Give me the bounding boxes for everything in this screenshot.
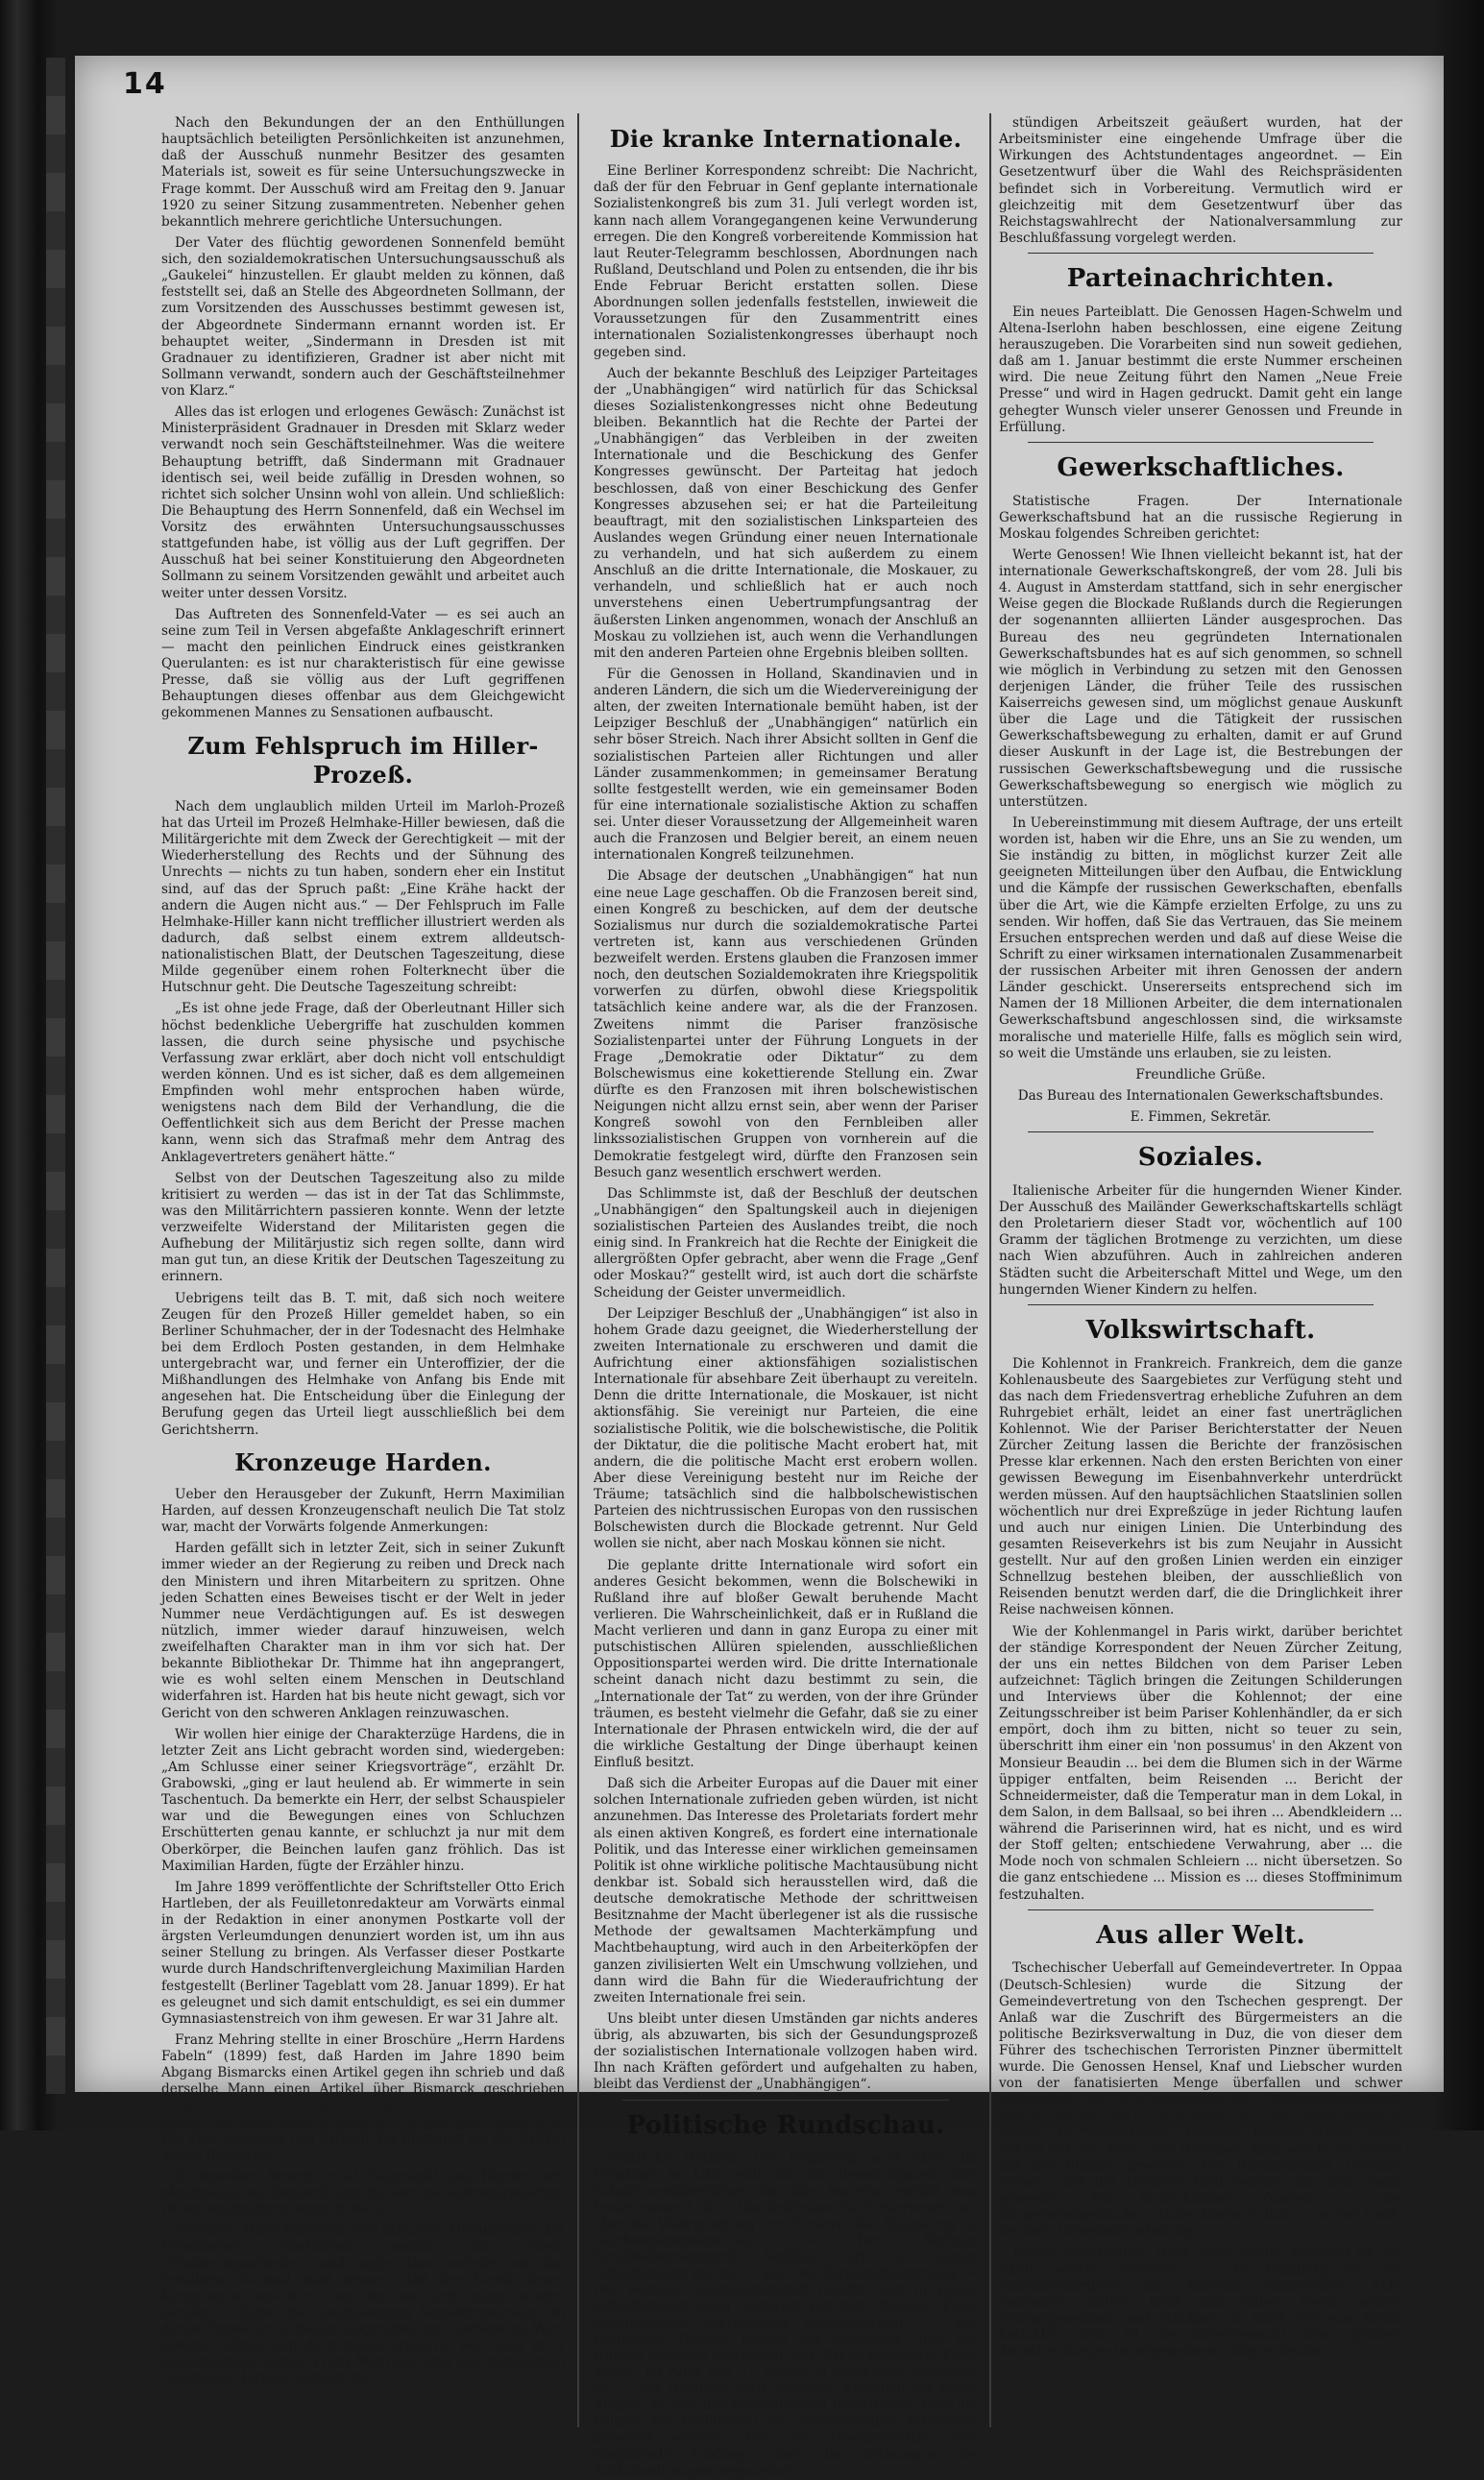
headline-parteinachrichten: Parteinachrichten. bbox=[1066, 264, 1335, 293]
article-paragraph: Selbst von der Deutschen Tageszeitung also zu milde kritisiert zu werden — das ist in der Tat das Schlimmste, was den Militärrichtern passieren konnte. Wenn der letzte verzweifelte Widerstand der Militaristen gegen die Aufhebung der Militärjustiz sich regen sollte, dann wird man gut tun, an diese Kritik der Deutschen Tageszeitung zu erinnern. bbox=[161, 1170, 565, 1285]
article-paragraph: Die geplante dritte Internationale wird sofort ein anderes Gesicht bekommen, wenn die Bolschewiki in Rußland ihre auf bloßer Gewalt beruhende Macht verlieren. Die Wahrscheinlichkeit, daß er in Rußland die Macht verlieren und dann in ganz Europa zu einer mit putschistischen Allüren spielenden, ausschließlichen Oppositionspartei werden wird. Die dritte Internationale scheint danach nicht dazu bestimmt zu sein, die „Internationale der Tat“ zu werden, von der ihre Gründer träumen, es besteht vielmehr die Gefahr, daß sie zu einer Internationale der Phrasen entwickeln wird, die der auf die wirkliche Gestaltung der Dinge überhaupt keinen Einfluß besitzt. bbox=[594, 1557, 978, 1771]
article-paragraph: Ueber den Herausgeber der Zukunft, Herrn Maximilian Harden, auf dessen Kronzeugenschaft neulich Die Tat stolz war, macht der Vorwärts folgende Anmerkungen: bbox=[161, 1486, 565, 1536]
article-paragraph: Franz Mehring stellte in einer Broschüre „Herrn Hardens Fabeln“ (1899) fest, daß Harden im Jahre 1890 beim Abgang Bismarcks einen Artikel gegen ihn schrieb und daß derselbe Mann einen Artikel über Bismarck geschrieben hatte, der von Verehrung und Lobpreisung überfloß, und ihn anonym an einer anderen Stelle aufs ergiebigste verlästerte. Die Zeile zwischen den Artikeln für Bismarck lag der Artikel gegen Bismarck. bbox=[161, 2031, 565, 2163]
section-separator bbox=[1028, 1304, 1374, 1305]
column-left bbox=[161, 115, 565, 2432]
article-paragraph: Ein neues Parteiblatt. Die Genossen Hagen-Schwelm und Altena-Iserlohn haben beschlossen, eine eigene Zeitung herauszugeben. Die Vorarbeiten sind nun soweit gediehen, daß am 1. Januar bestimmt die erste Nummer erscheinen wird. Die neue Zeitung führt den Namen „Neue Freie Presse“ und wird in Hagen gedruckt. Damit geht ein lange gehegter Wunsch vieler unserer Genossen und Freunde in Erfüllung. bbox=[999, 304, 1402, 435]
article-paragraph: Tschechischer Ueberfall auf Gemeindevertreter. In Oppaa (Deutsch-Schlesien) wurde die Sitzung der Gemeindevertretung von den Tschechen gesprengt. Der Anlaß war die Zuschrift des Bürgermeisters an die politische Bezirksverwaltung in Duz, die von dieser dem Führer des tschechischen Terroristen Pinzner übermittelt wurde. Die Genossen Hensel, Knaf und Liebscher wurden von der fanatisierten Menge überfallen und schwer mißhandelt. Im Sitzungszimmer der Gemeindevertretung kam es, als von den tschechischen Zuhörern Radau gemacht wurde, zu Tätlichkeiten. Genosse Hensel erhielt einen Schlag auf den Kopf, dem Genossen Knaf wurde ein Sessel auf den Rücken geworfen. Der Bürgermeister, Genosse Hensel, und der Genosse Knaf wurden aus dem Saale geworfen. Die tschechischen Zuhörer ... das Bürgerschulgebäude ... tschechische Schule ... in eine Groß-Berliner Gemeindevertretung. bbox=[999, 1960, 1402, 2240]
column-rule bbox=[577, 113, 579, 2427]
article-paragraph: Uns bleibt unter diesen Umständen gar nichts anderes übrig, als abzuwarten, bis sich der Gesundungsprozeß der sozialistischen Internationale vollzogen haben wird. Ihn nach Kräften gefördert und aufgehalten zu haben, bleibt das Verdienst der „Unabhängigen“. bbox=[594, 2010, 978, 2093]
article-paragraph: Wie der Kohlenmangel in Paris wirkt, darüber berichtet der ständige Korrespondent der Neuen Zürcher Zeitung, der uns ein nettes Bildchen von dem Pariser Leben aufzeichnet: Täglich bringen die Zeitungen Schilderungen und Interviews über die Kohlennot; der eine Zeitungsschreiber ist beim Pariser Kohlenhändler, da er sich empört, doch ihm zu bitten, nicht so teuer zu sein, überschritt ihm einer ein 'non possumus' in den Akzent von Monsieur Beaudin ... bei dem die Blumen sich in der Wärme üppiger entfalten, beim Reisenden ... Bericht der Schneidermeister, daß die Temperatur man in dem Lokal, in dem Salon, in dem Ballsaal, so bei ihren ... Abendkleidern ... während die Pariserinnen wird, hat es nicht, und es wird der Stoff gelten; entschiedene Verwahrung, aber ... die Mode noch von schmalen Schleiern ... nicht übersetzen. So die ganz entschiedene ... Mission es ... dieses Stoffminimum festzuhalten. bbox=[999, 1623, 1402, 1903]
article-paragraph: Die Absage der deutschen „Unabhängigen“ hat nun eine neue Lage geschaffen. Ob die Franzosen bereit sind, einen Kongreß zu beschicken, auf dem der deutsche Sozialismus nur durch die sozialdemokratische Partei vertreten ist, kann aus verschiedenen Gründen bezweifelt werden. Erstens glauben die Franzosen immer noch, den deutschen Sozialdemokraten ihre Kriegspolitik vorwerfen zu dürfen, obwohl diese Kriegspolitik tatsächlich keine andere war, als die der Franzosen. Zweitens nimmt die Pariser französische Sozialistenpartei unter der Führung Longuets in der Frage „Demokratie oder Diktatur“ zu dem Bolschewismus eine kokettierende Stellung ein. Zwar dürfte es den Franzosen mit ihren bolschewistischen Neigungen nicht allzu ernst sein, aber wenn der Pariser Kongreß sowohl von den Fernbleiben aller linkssozialistischen Gruppen von vornherein auf die Demokratie festgelegt wird, dürfte den Franzosen sein Besuch ganz wesentlich erschwert werden. bbox=[594, 868, 978, 1180]
article-paragraph: Nach dem unglaublich milden Urteil im Marloh-Prozeß hat das Urteil im Prozeß Helmhake-Hiller bewiesen, daß die Militärgerichte mit dem Zweck der Gerechtigkeit — mit der Wiederherstellung des Rechts und der Sühnung des Unrechts — nichts zu tun haben, sondern eher ein Institut sind, auf das der Spruch paßt: „Eine Krähe hackt der andern die Augen nicht aus.“ — Der Fehlspruch im Falle Helmhake-Hiller kann nicht trefflicher illustriert werden als dadurch, daß selbst einem extrem alldeutsch-nationalistischen Blatt, der Deutschen Tageszeitung, diese Milde gegenüber einem rohen Folterknecht über die Hutschnur geht. Die Deutsche Tageszeitung schreibt: bbox=[161, 798, 565, 996]
column-right bbox=[999, 115, 1402, 2432]
article-paragraph: Politische Notizen. Die Regierung wird über die Vorgänge in Lille während der Besatzungszeit eine Schrift veröffentlichen, die alles Material enthält, was beachtenswert ist. — Das Reichsamt für Steuerwesen soll über die Wahrnehmung von Steuern, die Ergänzung zu Reichseinkommensteuer. — Der Berliner Syndikalistenkongreß befaßte sich in seiner Schlußsitzung mit der Frage, der Körperschaftssteuer. — Der Berliner Sonntagskongreß befaßte sich in seiner Schlußsitzung unter anderem mit dem Namen „Freie Arbeiterunion Deutschlands (Syndikalisten)“. — Die Berlingske Tidende meldet aus Stockholm, daß der frühere deutsche Statthalter von Elsaß-Lothringen, Fürst Wedel, im Alter von 77 Jahren in Stockholm gestorben ist. — Aus Hamburg wird gemeldet: Anläßlich der vielen Klagen, die von den hanseatischen Industriellen über die Folgen der Einführung der achtstündigen Arbeitszeit geäußert wurden, hat der Arbeitsminister eine eingehende Umfrage über die Wirkungen des Achtstundentages angeordnet. bbox=[594, 2151, 978, 2479]
section-separator bbox=[1028, 1909, 1374, 1910]
article-paragraph: Werte Genossen! Wie Ihnen vielleicht bekannt ist, hat der internationale Gewerkschaftskongreß, der vom 28. Juli bis 4. August in Amsterdam stattfand, sich in sehr energischer Weise gegen die Blockade Rußlands durch die Regierungen der sogenannten alliierten Länder ausgesprochen. Das Bureau des neu gegründeten Internationalen Gewerkschaftsbundes hat es auf sich genommen, so schnell wie möglich in Verbindung zu setzen mit den Genossen derjenigen Länder, die früher Teile des russischen Kaiserreichs gewesen sind, um möglichst genaue Auskunft über die Lage und die Tätigkeit der russischen Gewerkschaftsbewegung zu erhalten, damit er auf Grund dieser Auskunft in der Lage ist, die Bestrebungen der russischen Gewerkschaftsbewegung und die russische Gewerkschaftsbewegung so energisch wie möglich zu unterstützen. bbox=[999, 547, 1402, 810]
article-paragraph: Wir wollen hier einige der Charakterzüge Hardens, die in letzter Zeit ans Licht gebracht worden sind, wiedergeben: „Am Schlusse einer seiner Kriegsvorträge“, erzählt Dr. Grabowski, „ging er laut heulend ab. Er wimmerte in sein Taschentuch. Da bemerkte ein Herr, der selbst Schauspieler war und die Bewegungen eines von Schluchzen Erschütterten genau kannte, er schluchzt ja nur mit dem Oberkörper, die Beinchen laufen ganz fröhlich. Das ist Maximilian Harden, fügte der Erzähler hinzu. bbox=[161, 1726, 565, 1874]
headline-politische-rundschau: Politische Rundschau. bbox=[626, 2110, 945, 2140]
article-paragraph: In Uebereinstimmung mit diesem Auftrage, der uns erteilt worden ist, haben wir die Ehre, uns an Sie zu wenden, um Sie inständig zu bitten, in möglichst kurzer Zeit alle geeigneten Mitteilungen über den Aufbau, die Entwicklung und die Kämpfe der russischen Gewerkschaften, ebenfalls über die Art, wie die Kämpfe erzielten Erfolge, zu uns zu senden. Wir hoffen, daß Sie das Vertrauen, das Sie meinem Ersuchen entsprechen werden und daß auf diese Weise die Schrift zu einer wirksamen internationalen Zusammenarbeit der russischen Arbeiter mit ihren Genossen der andern Länder geschickt. Unsererseits entsprechend sich im Namen der 18 Millionen Arbeiter, die dem internationalen Gewerkschaftsbund angeschlossen sind, die wirksamste moralische und materielle Hilfe, falls es möglich sein wird, so weit die Umstände uns erlauben, sie zu leisten. bbox=[999, 815, 1402, 1061]
article-paragraph: Uebrigens teilt das B. T. mit, daß sich noch weitere Zeugen für den Prozeß Hiller gemeldet haben, so ein Berliner Schuhmacher, der in der Todesnacht des Helmhake bei dem Erdloch Posten gestanden, in dem Helmhake untergebracht war, und ferner ein Unteroffizier, der die Mißhandlungen des Helmhake von Anfang bis Ende mit angesehen hat. Die Entscheidung über die Einlegung der Berufung gegen das Urteil liegt ausschließlich bei dem Gerichtsherrn. bbox=[161, 1290, 565, 1438]
section-separator bbox=[1028, 442, 1374, 443]
article-paragraph: Im Jahre 1899 veröffentlichte der Schriftsteller Otto Erich Hartleben, der als Feuilletonredakteur am Vorwärts einmal in der Redaktion in einer anonymen Postkarte voll der ärgsten Verleumdungen denunziert worden ist, um ihn aus seiner Stellung zu bringen. Als Verfasser dieser Postkarte wurde durch Handschriftenvergleichung Maximilian Harden festgestellt (Berliner Tageblatt vom 28. Januar 1899). Er hat es geleugnet und sich damit entschuldigt, es sei ein dummer Gymnasiastenstreich von ihm gewesen. Er war 31 Jahre alt. bbox=[161, 1879, 565, 2027]
article-paragraph: stündigen Arbeitszeit geäußert wurden, hat der Arbeitsminister eine eingehende Umfrage über die Wirkungen des Achtstundentages angeordnet. — Ein Gesetzentwurf über die Wahl des Reichspräsidenten befindet sich in Vorbereitung. Vermutlich wird er gleichzeitig mit dem Gesetzentwurf über das Reichstagswahlrecht der Nationalversammlung zur Beschlußfassung vorgelegt werden. bbox=[999, 115, 1402, 246]
headline-volkswirtschaft: Volkswirtschaft. bbox=[1085, 1315, 1316, 1345]
headline-soziales: Soziales. bbox=[1137, 1143, 1264, 1173]
headline-aus-aller-welt: Aus aller Welt. bbox=[1096, 1920, 1305, 1950]
article-paragraph: Nach den Bekundungen der an den Enthüllungen hauptsächlich beteiligten Persönlichkeiten ist anzunehmen, daß der Ausschuß nunmehr Besitzer des gesamten Materials ist, soweit es für seine Untersuchungszwecke in Frage kommt. Der Ausschuß wird am Freitag den 9. Januar 1920 zu seiner Sitzung zusammentreten. Nebenher gehen bekanntlich mehrere gerichtliche Untersuchungen. bbox=[161, 115, 565, 230]
section-separator bbox=[1028, 1131, 1374, 1132]
article-paragraph: „Es ist ohne jede Frage, daß der Oberleutnant Hiller sich höchst bedenkliche Uebergriffe hat zuschulden kommen lassen, die durch seine physische und psychische Verfassung zwar erklärt, aber doch nicht voll entschuldigt werden können. Und es ist sicher, daß es dem allgemeinen Empfinden wohl mehr entsprochen haben würde, wenigstens nach dem Bild der Verhandlung, die die Oeffentlichkeit sich aus dem Bericht der Presse machen kann, wenn sich das Strafmaß mehr dem Antrag des Anklagevertreters genähert hätte.“ bbox=[161, 1001, 565, 1165]
letter-sender: Das Bureau des Internationalen Gewerkschaftsbundes. bbox=[1017, 1087, 1384, 1104]
article-paragraph: Die Kohlennot in Frankreich. Frankreich, dem die ganze Kohlenausbeute des Saargebietes zur Verfügung steht und das nach dem Friedensvertrag erhebliche Zufuhren an dem Ruhrgebiet erhält, leidet an einer fast unerträglichen Kohlennot. Wie der Pariser Berichterstatter der Neuen Zürcher Zeitung lassen die Berichte der französischen Presse klar erkennen. Nach den ersten Berichten von einer gewissen Bewegung im Eisenbahnverkehr unterdrückt werden müssen. Auf den hauptsächlichen Staatslinien sollen wöchentlich nur drei Expreßzüge in jeder Richtung laufen und auch nur einigen Linien. Die Unterbindung des gesamten Reiseverkehrs ist bis zum Neujahr in Aussicht gestellt. Nur auf den großen Linien werden ein einziger Schnellzug bestehen bleiben, der ausschließlich von Reisenden benutzt werden darf, die die Dringlichkeit ihrer Reise nachweisen können. bbox=[999, 1355, 1402, 1618]
letter-signature: E. Fimmen, Sekretär. bbox=[1130, 1109, 1272, 1125]
headline-gewerkschaftliches: Gewerkschaftliches. bbox=[1057, 452, 1345, 482]
article-paragraph: Für die Genossen in Holland, Skandinavien und in anderen Ländern, die sich um die Wiedervereinigung der alten, der zweiten Internationale bemüht haben, ist der Leipziger Beschluß der „Unabhängigen“ natürlich ein sehr böser Streich. Nach ihrer Absicht sollten in Genf die sozialistischen Parteien aller Richtungen und aller Länder zusammenkommen; in gemeinsamer Beratung sollte festgestellt werden, wie ein gemeinsamer Boden für eine internationale sozialistische Aktion zu schaffen sei. Unter dieser Voraussetzung der Allgemeinheit waren auch die Franzosen und Belgier bereit, an einem neuen internationalen Kongreß teilzunehmen. bbox=[594, 666, 978, 863]
article-paragraph: Italienische Arbeiter für die hungernden Wiener Kinder. Der Ausschuß des Mailänder Gewerkschaftskartells schlägt den Proletariern dieser Stadt vor, wöchentlich auf 100 Gramm der täglichen Brotmenge zu verzichten, um diese nach Wien abzuführen. Auch in zahlreichen anderen Städten sucht die Arbeiterschaft Mittel und Wege, um den hungernden Wiener Kindern zu helfen. bbox=[999, 1182, 1402, 1298]
article-paragraph: Auch der bekannte Beschluß des Leipziger Parteitages der „Unabhängigen“ wird natürlich für das Schicksal dieses Sozialistenkongresses nicht ohne Bedeutung bleiben. Bekanntlich hat die Rechte der Partei der „Unabhängigen“ das Verbleiben in der zweiten Internationale und die Beschickung des Genfer Kongresses gewünscht. Der Parteitag hat jedoch beschlossen, daß von einer Beschickung des Genfer Kongresses abzusehen sei; er hat die Parteileitung beauftragt, mit den sozialistischen Linksparteien des Auslandes wegen Gründung einer neuen Internationale zu verhandeln, und hat sich außerdem zu einem Anschluß an die dritte Internationale, die Moskauer, zu verhandeln, und schließlich hat er auch noch unverstehens einen Uebertrumpfungsantrag der äußersten Linken angenommen, wonach der Anschluß an Moskau zu vollziehen ist, auch wenn die Verhandlungen mit den anderen Parteien ohne Ergebnis bleiben sollten. bbox=[594, 365, 978, 661]
column-rule bbox=[989, 113, 991, 2427]
article-paragraph: Daß sich die Arbeiter Europas auf die Dauer mit einer solchen Internationale zufrieden geben würden, ist nicht anzunehmen. Das Interesse des Proletariats fordert mehr als einen aktiven Kongreß, es fordert eine internationale Politik, und das Interesse einer wirklichen gemeinsamen Politik ist ohne wirkliche politische Machtausübung nicht denkbar ist. Sobald sich herausstellen wird, daß die deutsche demokratische Methode der schrittweisen Besitznahme der Macht überlegener ist als die russische Methode der gewaltsamen Machterkämpfung und Machtbehauptung, wird auch in den Arbeiterköpfen der ganzen zivilisierten Welt ein Umschwung vollziehen, und dann wird die Bahn für die Wiederaufrichtung der zweiten Internationale frei sein. bbox=[594, 1776, 978, 2006]
article-paragraph: Professor Hans Delbrück, der bisherige Herausgeber der Preußischen Jahrbücher, nannte ihn einen „Gesinnungsschieber“ und sagte: Das neutrale wie das feindliche Ausland muß wissen, daß der Dunst dieses Kronzeugen umwittert, auf den sie sich immer wieder berufen.... Selbst die unabhängigen Sozialdemokraten, in deren Presse er in diesem Augenblick mit Vorliebe zu Wort kommt, sollten sich doch daran erinnern, wie einer ihrer bedeutendsten Köpfe, Franz Mehring, über die moralischen Qualitäten Hardens gedacht hat. bbox=[161, 2223, 565, 2387]
article-paragraph: Harden gefällt sich in letzter Zeit, sich in seiner Zukunft immer wieder an der Regierung zu reiben und Dreck nach den Ministern und ihren Mitarbeitern zu spritzen. Ohne jeden Schatten eines Beweises tischt er der Welt in jeder Nummer neue Verdächtigungen auf. Es ist deswegen nützlich, immer wieder darauf hinzuweisen, welch zweifelhaften Charakter man in ihm vor sich hat. Der bekannte Bibliothekar Dr. Thimme hat ihn angeprangert, wie es wohl selten einem Menschen in Deutschland widerfahren ist. Harden hat bis heute nicht gewagt, sich vor Gericht von den schweren Anklagen reinzuwaschen. bbox=[161, 1541, 565, 1721]
article-paragraph: Statistische Fragen. Der Internationale Gewerkschaftsbund hat an die russische Regierung in Moskau folgendes Schreiben gerichtet: bbox=[999, 493, 1402, 542]
headline-kranke-internationale: Die kranke Internationale. bbox=[609, 125, 962, 153]
article-paragraph: In derselben Broschüre ist festgestellt, daß Harden sich gleichzeitig bei Bismarck und bei der sozialdemokratischen Partei anzubiedern versucht hatte. bbox=[161, 2168, 565, 2218]
binding-spine bbox=[46, 58, 65, 2094]
headline-kronzeuge-harden: Kronzeuge Harden. bbox=[234, 1447, 492, 1476]
article-paragraph: Der Vater des flüchtig gewordenen Sonnenfeld bemüht sich, den sozialdemokratischen Untersuchungsausschuß als „Gaukelei“ hinzustellen. Er glaubt melden zu können, daß feststellt sei, daß an Stelle des Abgeordneten Sollmann, der zum Vorsitzenden des Ausschusses bestimmt gewesen ist, der Abgeordnete Sindermann ernannt worden ist. Er behauptet weiter, „Sindermann in Dresden ist mit Gradnauer zu identifizieren, Gradner ist aber nicht mit Sollmann verwandt, sondern auch der Geschäftsteilnehmer von Klarz.“ bbox=[161, 234, 565, 399]
article-paragraph: Eine Berliner Korrespondenz schreibt: Die Nachricht, daß der für den Februar in Genf geplante internationale Sozialistenkongreß bis zum 31. Juli verlegt worden ist, kann nach allem Vorangegangenen keine Verwunderung erregen. Die den Kongreß vorbereitende Kommission hat laut Reuter-Telegramm beschlossen, Abordnungen nach Rußland, Deutschland und Polen zu entsenden, die ihr bis Ende Februar Bericht erstatten sollen. Diese Abordnungen sollen jedenfalls feststellen, inwieweit die Voraussetzungen für den Zusammentritt eines internationalen Sozialistenkongresses überhaupt noch gegeben sind. bbox=[594, 163, 978, 360]
headline-hiller-prozess: Zum Fehlspruch im Hiller-Prozeß. bbox=[187, 731, 539, 789]
page-number: 14 bbox=[123, 67, 167, 101]
article-paragraph: Kleine Nachrichten. Nach einer Kölner Meldung ist der Rhein weiter gestiegen. — In Hamburg ist der Passagierdampfer aus Amerika eingetroffen. Acht Passagiere hatten Gold und Silber sowie andere Wertgegenstände und Stückgut an Bord. Wie aus Berlin berichtet wird, ist die Silvesternacht ohne größere Ausschreitungen im allgemeinen ruhig verlaufen. bbox=[999, 2245, 1402, 2360]
letter-closing: Freundliche Grüße. bbox=[1135, 1066, 1266, 1082]
article-paragraph: Der Leipziger Beschluß der „Unabhängigen“ ist also in hohem Grade dazu geeignet, die Wiederherstellung der zweiten Internationale zu erschweren und damit die Aufrichtung einer aktionsfähigen sozialistischen Internationale für absehbare Zeit überhaupt zu vereiteln. Denn die dritte Internationale, die Moskauer, ist nicht aktionsfähig. Sie vereinigt nur Parteien, die eine sozialistische Politik, wie die bolschewistische, die Politik der Diktatur, die die politische Macht erobert hat, mit andern, die die politische Macht erst erobern wollen. Aber diese Vereinigung besteht nur im Reiche der Träume; tatsächlich sind die halbbolschewistischen Parteien des nichtrussischen Europas von den russischen Bolschewisten durch die Blockade getrennt. Nur Geld wollen sie nicht, aber nach Moskau können sie nicht. bbox=[594, 1305, 978, 1552]
section-separator bbox=[1028, 253, 1374, 254]
article-paragraph: Das Auftreten des Sonnenfeld-Vater — es sei auch an seine zum Teil in Versen abgefaßte Anklageschrift erinnert — macht den peinlichen Eindruck eines geistkranken Querulanten: es ist nur charakteristisch für eine gewisse Presse, daß sie völlig aus der Luft gegriffenen Behauptungen dieses offenbar aus dem Gleichgewicht gekommenen Mannes zu Sensationen aufbauscht. bbox=[161, 606, 565, 721]
article-paragraph: Alles das ist erlogen und erlogenes Gewäsch: Zunächst ist Ministerpräsident Gradnauer in Dresden mit Sklarz weder verwandt noch sein Geschäftsteilnehmer. Was die weitere Behauptung betrifft, daß Sindermann mit Gradnauer identisch sei, weil beide zufällig in Dresden wohnen, so richtet sich solcher Unsinn wohl von allein. Und schließlich: Die Behauptung des Herrn Sonnenfeld, daß ein Wechsel im Vorsitz des erwähnten Untersuchungsausschusses stattgefunden habe, ist völlig aus der Luft gegriffen. Der Ausschuß hat bei seiner Konstituierung den Abgeordneten Sollmann zu seinem Vorsitzenden gewählt und arbeitet auch weiter unter dessen Vorsitz. bbox=[161, 404, 565, 601]
section-separator bbox=[622, 2100, 949, 2101]
article-paragraph: Das Schlimmste ist, daß der Beschluß der deutschen „Unabhängigen“ den Spaltungskeil auch in diejenigen sozialistischen Parteien des Auslandes treibt, die noch einig sind. In Frankreich hat die Rechte der Einigkeit die allergrößten Opfer gebracht, aber wenn die Frage „Genf oder Moskau?“ gestellt wird, ist auch dort die schärfste Scheidung der Geister unvermeidlich. bbox=[594, 1185, 978, 1301]
column-middle bbox=[594, 115, 978, 2479]
